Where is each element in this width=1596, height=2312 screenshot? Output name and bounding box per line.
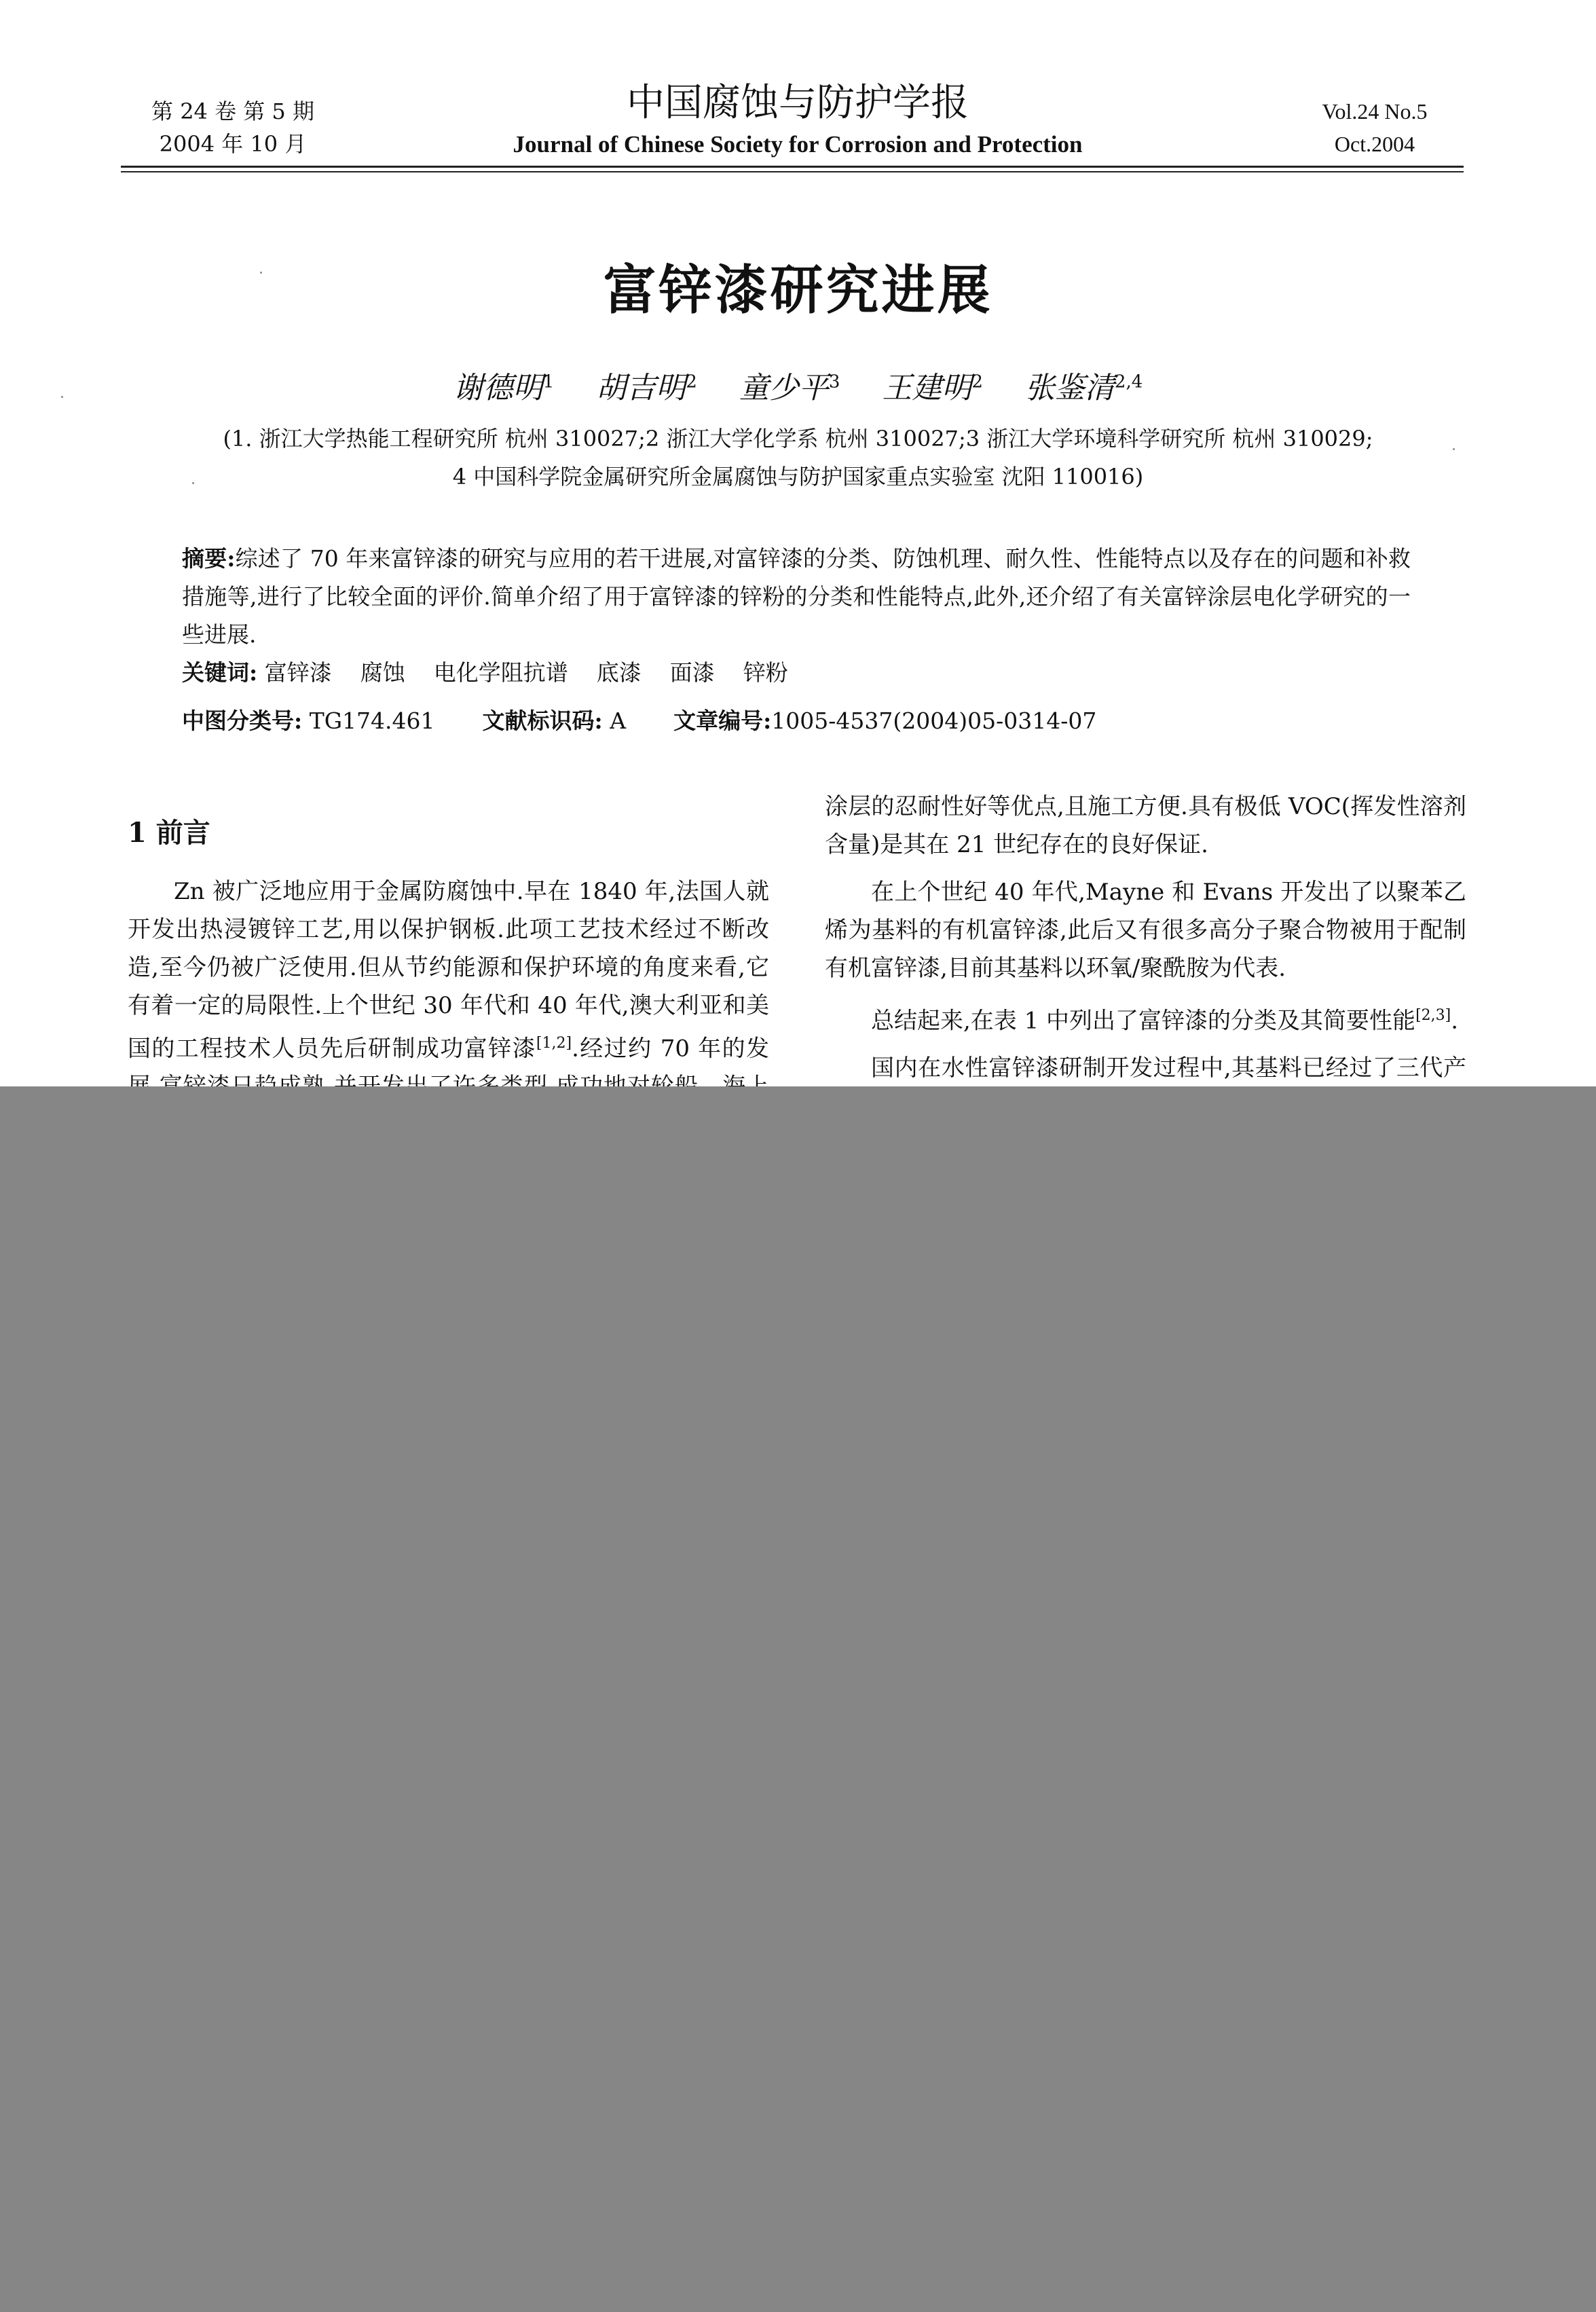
paragraph: 在上个世纪 40 年代,Mayne 和 Evans 开发出了以聚苯乙烯为基料的有机富锌漆,此后又有很多高分子聚合物被用于配制有机富锌漆,目前其基料以环氧/聚酰胺为代表. [825, 879, 1466, 982]
article-number-value: 1005-4537(2004)05-0314-07 [771, 708, 1097, 734]
gray-mask-region [0, 1086, 1596, 2312]
scan-speck [61, 396, 63, 398]
abstract-label: 摘要: [182, 545, 236, 572]
doc-code-value: A [610, 708, 627, 734]
affiliation-line-1: (1. 浙江大学热能工程研究所 杭州 310027;2 浙江大学化学系 杭州 310027;3 浙江大学环境科学研究所 杭州 310029; [223, 426, 1373, 452]
citation: [2,3] [1415, 1007, 1451, 1024]
paragraph: Zn 被广泛地应用于金属防腐蚀中.早在 1840 年,法国人就开发出热浸镀锌工艺,用以保护钢板.此项工艺技术经过不断改造,至今仍被广泛使用.但从节约能源和保护环境的角度来看,它有着一定的局限性.上个世纪 30 年代和 40 年代,澳大利亚和美国的工程技术人员先后研制成功富锌漆[1,2].经过约 70 年的发 [128, 878, 769, 1063]
issue-line-2: 2004 年 10 月 [159, 131, 307, 157]
keyword: 锌粉 [743, 659, 788, 686]
keyword: 面漆 [669, 659, 715, 686]
abstract [182, 540, 1411, 654]
affiliation-line-2: 4 中国科学院金属研究所金属腐蚀与防护国家重点实验室 沈阳 110016) [452, 464, 1144, 490]
article-number-label: 文章编号: [673, 708, 772, 734]
keyword: 电化学阻抗谱 [433, 659, 568, 686]
journal-title-en: Journal of Chinese Society for Corrosion and Protection [513, 131, 1083, 158]
paragraph: 国内在水性富锌漆研制开发过程中,其基料已经过了三代产 [871, 1054, 1466, 1082]
author: 王建明$^2$ [882, 371, 983, 405]
keywords [182, 654, 1411, 692]
keywords-label: 关键词: [182, 659, 258, 686]
abstract-text: 综述了 70 年来富锌漆的研究与应用的若干进展,对富锌漆的分类、防蚀机理、耐久性、性能特点以及存在的问题和补救措施等,进行了比较全面的评价.简单介绍了用于富锌漆的锌粉的分类和性能特点,此外,还介绍了有关富锌涂层电化学研究的一些进展. [182, 545, 1411, 648]
doc-code-label: 文献标识码: [482, 708, 603, 734]
paragraph: 总结起来,在表 1 中列出了富锌漆的分类及其简要性能[2,3]. [871, 1007, 1459, 1035]
body-column-right [825, 788, 1466, 1135]
paragraph: 涂层的忍耐性好等优点,且施工方便.具有极低 VOC(挥发性溶剂含量)是其在 21 世纪存在的良好保证. [825, 793, 1466, 858]
volume-line-1: Vol.24 No.5 [1322, 99, 1428, 124]
volume-info [1276, 95, 1473, 160]
clc-label: 中图分类号: [182, 708, 303, 734]
issue-info [134, 95, 331, 160]
keyword: 富锌漆 [264, 659, 332, 686]
section-heading: 1 前言 [128, 817, 210, 849]
header-rule-thin [121, 171, 1464, 172]
volume-line-2: Oct.2004 [1334, 132, 1415, 156]
scan-speck [1453, 448, 1455, 450]
scan-speck [260, 272, 262, 274]
scan-speck [192, 482, 194, 484]
keyword: 底漆 [596, 659, 642, 686]
journal-title-cn: 中国腐蚀与防护学报 [627, 81, 969, 125]
journal-title-block [407, 80, 1188, 159]
author-list [0, 363, 1596, 407]
author: 胡吉明$^2$ [596, 371, 697, 405]
affiliations [0, 420, 1596, 496]
classification-line [182, 702, 1096, 740]
author: 张鉴清$^{2,4}$ [1024, 371, 1143, 405]
author: 童少平$^3$ [739, 371, 840, 405]
header-rule-thick [121, 166, 1464, 168]
keyword: 腐蚀 [360, 659, 405, 686]
paper-title: 富锌漆研究进展 [603, 259, 993, 321]
author: 谢德明$^1$ [453, 371, 555, 405]
issue-line-1: 第 24 卷 第 5 期 [151, 98, 314, 124]
citation: [1,2] [536, 1035, 572, 1052]
clc-value: TG174.461 [309, 708, 435, 734]
abstract-block [182, 540, 1411, 692]
